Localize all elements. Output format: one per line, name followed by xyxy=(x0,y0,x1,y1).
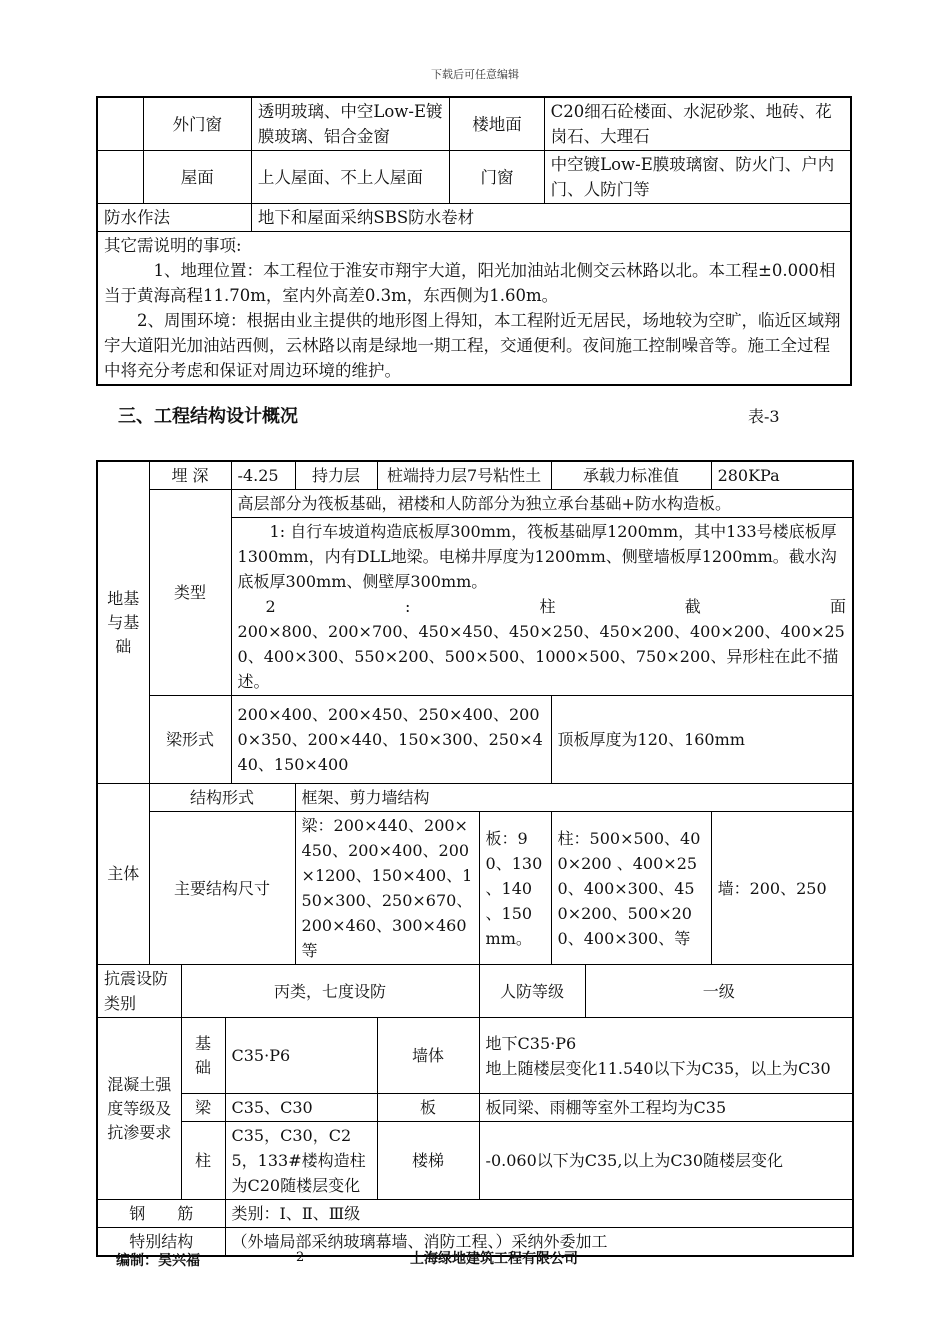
concrete-group-label: 混凝土强度等级及抗渗要求 xyxy=(97,1018,181,1200)
civil-defense-label: 人防等级 xyxy=(479,965,585,1018)
waterproof-label: 防水作法 xyxy=(97,204,251,232)
blank-cell xyxy=(97,97,143,151)
concrete-stair-value: -0.060以下为C35,以上为C30随楼层变化 xyxy=(479,1122,853,1200)
building-table xyxy=(96,96,852,386)
depth-label: 埋 深 xyxy=(149,461,231,490)
structure-form-label: 结构形式 xyxy=(149,784,295,812)
page-number: 2 xyxy=(296,1250,305,1265)
type-line2b-1: 2 xyxy=(265,597,276,616)
bearing-layer-label: 持力层 xyxy=(295,461,377,490)
slab-thickness-value: 顶板厚度为120、160mm xyxy=(551,696,853,784)
concrete-foundation-value: C35·P6 xyxy=(225,1018,377,1094)
footer-company: 上海绿地建筑工程有限公司 xyxy=(410,1251,578,1267)
type-line2b-3: 柱 xyxy=(539,597,556,616)
outer-window-label: 外门窗 xyxy=(143,97,251,151)
bearing-layer-value: 桩端持力层7号粘性土 xyxy=(377,461,551,490)
type-line2b-2: : xyxy=(404,597,411,616)
floor-label: 楼地面 xyxy=(450,97,544,151)
concrete-wall-label: 墙体 xyxy=(377,1018,479,1094)
concrete-wall-value: 地下C35·P6 地上随楼层变化11.540以下为C35，以上为C30 xyxy=(479,1018,853,1094)
notes-title: 其它需说明的事项: xyxy=(104,236,242,255)
door-window-value: 中空镀Low-E膜玻璃窗、防火门、户内门、人防门等 xyxy=(544,151,851,204)
concrete-foundation-label: 基础 xyxy=(181,1018,225,1094)
beam-form-label: 梁形式 xyxy=(149,696,231,784)
capacity-value: 280KPa xyxy=(711,461,853,490)
concrete-stair-label: 楼梯 xyxy=(377,1122,479,1200)
beam-dims: 梁：200×440、200×450、200×400、200×1200、150×400、150×300、250×670、200×460、300×460等 xyxy=(295,812,479,965)
seismic-label: 抗震设防类别 xyxy=(97,965,181,1018)
type-line2b-4: 截 xyxy=(684,597,701,616)
blank-cell xyxy=(97,151,143,204)
structure-form-value: 框架、剪力墙结构 xyxy=(295,784,853,812)
beam-form-value: 200×400、200×450、250×400、2000×350、200×440、150×300、250×440、150×400 xyxy=(231,696,551,784)
header-note: 下载后可任意编辑 xyxy=(431,68,519,81)
table-number: 表-3 xyxy=(748,407,780,426)
depth-value: -4.25 xyxy=(231,461,295,490)
door-window-label: 门窗 xyxy=(450,151,544,204)
seismic-value: 丙类，七度设防 xyxy=(181,965,479,1018)
main-dims-label: 主要结构尺寸 xyxy=(149,812,295,965)
type-line2b-spread xyxy=(238,594,847,619)
structure-table xyxy=(96,460,854,1257)
concrete-column-value: C35，C30，C25，133#楼构造柱为C20随楼层变化 xyxy=(225,1122,377,1200)
roof-label: 屋面 xyxy=(143,151,251,204)
type-label: 类型 xyxy=(149,490,231,696)
concrete-beam-label: 梁 xyxy=(181,1094,225,1122)
type-detail-cell xyxy=(231,518,853,696)
concrete-slab-label: 板 xyxy=(377,1094,479,1122)
main-group-label: 主体 xyxy=(97,784,149,965)
type-line1: 高层部分为筏板基础，裙楼和人防部分为独立承台基础+防水构造板。 xyxy=(231,490,853,518)
special-structure-label: 特别结构 xyxy=(97,1228,225,1257)
type-line2b-5: 面 xyxy=(830,597,847,616)
note-environment: 2、周围环境：根据由业主提供的地形图上得知，本工程附近无居民，场地较为空旷，临近区域翔宇大道阳光加油站西侧，云林路以南是绿地一期工程，交通便利。夜间施工控制噪音等。施工全过程中将充分考虑和保证对周边环境的维护。 xyxy=(104,311,841,380)
concrete-column-label: 柱 xyxy=(181,1122,225,1200)
waterproof-value: 地下和屋面采纳SBS防水卷材 xyxy=(251,204,851,232)
notes-cell xyxy=(97,232,851,386)
footer-editor: 编制：吴兴福 xyxy=(116,1253,200,1269)
foundation-group-label: 地基与基础 xyxy=(97,461,149,784)
floor-value: C20细石砼楼面、水泥砂浆、地砖、花岗石、大理石 xyxy=(544,97,851,151)
type-line2a: 1: 自行车坡道构造底板厚300mm，筏板基础厚1200mm，其中133号楼底板厚1300mm，内有DLL地梁。电梯井厚度为1200mm、侧壁墙板厚1200mm。截水沟底板厚300mm、侧壁厚300mm。 xyxy=(237,522,837,591)
special-structure-value: （外墙局部采纳玻璃幕墙、消防工程、）采纳外委加工 xyxy=(225,1228,853,1257)
note-location: 1、地理位置：本工程位于淮安市翔宇大道，阳光加油站北侧交云林路以北。本工程±0.000相当于黄海高程11.70m，室内外高差0.3m，东西侧为1.60m。 xyxy=(104,261,836,305)
civil-defense-value: 一级 xyxy=(585,965,853,1018)
slab-dims: 板：90、130 、140 、150mm。 xyxy=(479,812,551,965)
concrete-slab-value: 板同梁、雨棚等室外工程均为C35 xyxy=(479,1094,853,1122)
capacity-label: 承载力标准值 xyxy=(551,461,711,490)
column-dims: 柱：500×500、400×200 、400×250、400×300、450×200、500×200、400×300、等 xyxy=(551,812,711,965)
type-line2b-rest: 200×800、200×700、450×450、450×250、450×200、400×200、400×250、400×300、550×200、500×500、1000×500、750×200、异形柱在此不描述。 xyxy=(237,622,845,691)
wall-dims: 墙：200、250 xyxy=(711,812,853,965)
rebar-value: 类别：Ⅰ、Ⅱ、Ⅲ级 xyxy=(225,1200,853,1228)
section-title: 三、工程结构设计概况 xyxy=(118,406,298,427)
roof-value: 上人屋面、不上人屋面 xyxy=(251,151,450,204)
outer-window-value: 透明玻璃、中空Low-E镀膜玻璃、铝合金窗 xyxy=(251,97,450,151)
rebar-label: 钢 筋 xyxy=(97,1200,225,1228)
concrete-beam-value: C35、C30 xyxy=(225,1094,377,1122)
